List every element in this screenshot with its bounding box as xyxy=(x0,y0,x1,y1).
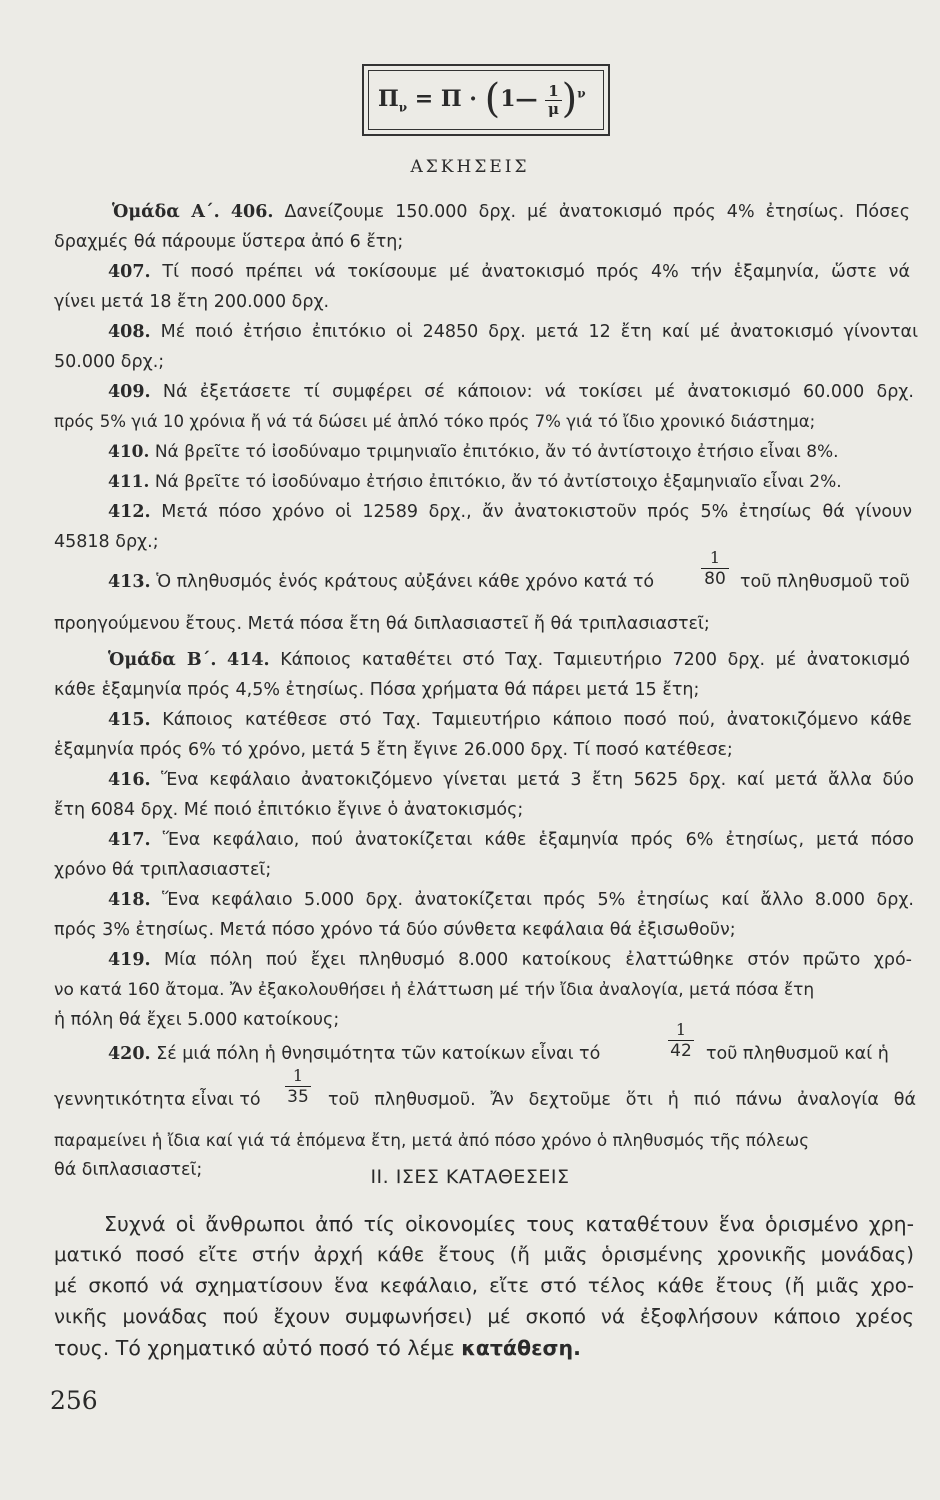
exercise-420-fraction-1: 1 42 xyxy=(668,1020,694,1061)
section-body-line-1: Συχνά οἱ ἄνθρωποι ἀπό τίς οἰκονομίες τους καταθέτουν ἕνα ὁρισμένο χρη- xyxy=(104,1212,914,1236)
exercise-418-line-2: πρός 3% ἐτησίως. Μετά πόσο χρόνο τά δύο σύνθετα κεφάλαια θά ἐξισωθοῦν; xyxy=(54,920,736,940)
exercise-407-line-2: γίνει μετά 18 ἔτη 200.000 δρχ. xyxy=(54,292,330,312)
exercise-415-line-1: 415. Κάποιος κατέθεσε στό Ταχ. Ταμιευτήριο κάποιο ποσό πού, ἀνατοκιζόμενο κάθε xyxy=(108,710,912,730)
exercise-414-line-2: κάθε ἑξαμηνία πρός 4,5% ἐτησίως. Πόσα χρήματα θά πάρει μετά 15 ἔτη; xyxy=(54,680,700,700)
formula-close-paren: ) xyxy=(561,76,578,122)
exercise-420-fraction-2: 1 35 xyxy=(285,1066,311,1107)
exercise-410-line-1: 410. Νά βρεῖτε τό ἰσοδύναμο τριμηνιαῖο ἐπιτόκιο, ἄν τό ἀντίστοιχο ἐτήσιο εἶναι 8%. xyxy=(108,442,839,462)
exercise-413-fraction: 1 80 xyxy=(701,548,729,589)
formula-lhs-sub: ν xyxy=(398,100,408,115)
exercise-419-line-2: νο κατά 160 ἄτομα. Ἄν ἐξακολουθήσει ἡ ἐλάττωση μέ τήν ἴδια ἀναλογία, μετά πόσα ἔτη xyxy=(54,980,815,1000)
exercise-409-line-1: 409. Νά ἐξετάσετε τί συμφέρει σέ κάποιον: νά τοκίσει μέ ἀνατοκισμό 60.000 δρχ. xyxy=(108,382,914,402)
exercises-heading: ΑΣΚΗΣΕΙΣ xyxy=(410,157,530,177)
section-body-line-5: τους. Τό χρηματικό αὐτό ποσό τό λέμε κατάθεση. xyxy=(54,1336,581,1360)
exercise-406-line-2: δραχμές θά πάρουμε ὕστερα ἀπό 6 ἔτη; xyxy=(54,232,404,252)
formula-exponent: ν xyxy=(577,86,586,101)
section-title: II. ΙΣΕΣ ΚΑΤΑΘΕΣΕΙΣ xyxy=(370,1166,570,1188)
exercise-419-line-3: ἡ πόλη θά ἔχει 5.000 κατοίκους; xyxy=(54,1010,340,1030)
formula-open-paren: ( xyxy=(484,76,501,122)
formula-fraction: $\frac{1}{\mu}$ xyxy=(545,83,561,118)
exercise-413-line-1a: 413. Ὁ πληθυσμός ἑνός κράτους αὐξάνει κάθε χρόνο κατά τό xyxy=(108,572,655,592)
exercise-414-line-1: Ὁμάδα Β΄. 414. Κάποιος καταθέτει στό Ταχ. Ταμιευτήριο 7200 δρχ. μέ ἀνατοκισμό xyxy=(108,650,910,670)
exercise-412-line-2: 45818 δρχ.; xyxy=(54,532,159,552)
exercise-416-line-1: 416. Ἕνα κεφάλαιο ἀνατοκιζόμενο γίνεται μετά 3 ἔτη 5625 δρχ. καί μετά ἄλλα δύο xyxy=(108,770,914,790)
exercise-413-line-1b: τοῦ πληθυσμοῦ τοῦ xyxy=(740,572,910,592)
exercise-408-line-1: 408. Μέ ποιό ἐτήσιο ἐπιτόκιο οἱ 24850 δρχ. μετά 12 ἔτη καί μέ ἀνατοκισμό γίνονται xyxy=(108,322,918,342)
formula-lhs: Π xyxy=(378,86,399,112)
exercise-417-line-2: χρόνο θά τριπλασιαστεῖ; xyxy=(54,860,272,880)
section-body-line-3: μέ σκοπό νά σχηματίσουν ἕνα κεφάλαιο, εἴτε στό τέλος κάθε ἔτους (ἤ μιᾶς χρο- xyxy=(54,1274,914,1297)
exercise-420-line-3: παραμείνει ἡ ἴδια καί γιά τά ἑπόμενα ἔτη, μετά ἀπό πόσο χρόνο ὁ πληθυσμός τῆς πόλεως xyxy=(54,1130,810,1150)
exercise-417-line-1: 417. Ἕνα κεφάλαιο, πού ἀνατοκίζεται κάθε ἑξαμηνία πρός 6% ἐτησίως, μετά πόσο xyxy=(108,830,914,850)
compound-formula xyxy=(378,76,586,122)
formula-one-minus: 1— xyxy=(500,86,538,112)
exercise-418-line-1: 418. Ἕνα κεφάλαιο 5.000 δρχ. ἀνατοκίζεται πρός 5% ἐτησίως καί ἄλλο 8.000 δρχ. xyxy=(108,890,914,910)
exercise-407-line-1: 407. Τί ποσό πρέπει νά τοκίσουμε μέ ἀνατοκισμό πρός 4% τήν ἑξαμηνία, ὥστε νά xyxy=(108,262,910,282)
exercise-420-line-1a: 420. Σέ μιά πόλη ἡ θνησιμότητα τῶν κατοίκων εἶναι τό xyxy=(108,1044,601,1064)
exercise-413-line-2: προηγούμενου ἔτους. Μετά πόσα ἔτη θά διπλασιαστεῖ ἤ θά τριπλασιαστεῖ; xyxy=(54,614,710,634)
exercise-420-line-4: θά διπλασιαστεῖ; xyxy=(54,1160,203,1180)
exercise-409-line-2: πρός 5% γιά 10 χρόνια ἤ νά τά δώσει μέ ἁπλό τόκο πρός 7% γιά τό ἴδιο χρονικό διάστημα; xyxy=(54,412,816,431)
exercise-420-line-2a: γεννητικότητα εἶναι τό xyxy=(54,1090,261,1110)
exercise-415-line-2: ἑξαμηνία πρός 6% τό χρόνο, μετά 5 ἔτη ἔγινε 26.000 δρχ. Τί ποσό κατέθεσε; xyxy=(54,740,733,760)
exercise-411-line-1: 411. Νά βρεῖτε τό ἰσοδύναμο ἐτήσιο ἐπιτόκιο, ἄν τό ἀντίστοιχο ἑξαμηνιαῖο εἶναι 2%. xyxy=(108,472,842,492)
exercise-412-line-1: 412. Μετά πόσο χρόνο οἱ 12589 δρχ., ἄν ἀνατοκιστοῦν πρός 5% ἐτησίως θά γίνουν xyxy=(108,502,912,522)
exercise-406-line-1: Ὁμάδα Α΄. 406. Δανείζουμε 150.000 δρχ. μέ ἀνατοκισμό πρός 4% ἐτησίως. Πόσες xyxy=(112,202,910,222)
term-katathesi: κατάθεση. xyxy=(461,1336,581,1360)
exercise-416-line-2: ἔτη 6084 δρχ. Μέ ποιό ἐπιτόκιο ἔγινε ὁ ἀνατοκισμός; xyxy=(54,800,524,820)
exercise-419-line-1: 419. Μία πόλη πού ἔχει πληθυσμό 8.000 κατοίκους ἐλαττώθηκε στόν πρῶτο χρό- xyxy=(108,950,912,970)
section-body-line-2: ματικό ποσό εἴτε στήν ἀρχή κάθε ἔτους (ἤ μιᾶς ὁρισμένης χρονικῆς μονάδας) xyxy=(54,1243,914,1266)
exercise-420-line-2b: τοῦ πληθυσμοῦ. Ἄν δεχτοῦμε ὅτι ἡ πιό πάνω ἀναλογία θά xyxy=(328,1090,916,1110)
section-body-line-4: νικῆς μονάδας πού ἔχουν συμφωνήσει) μέ σκοπό νά ἐξοφλήσουν κάποιο χρέος xyxy=(54,1305,914,1328)
page-number: 256 xyxy=(50,1386,98,1415)
formula-rhs: = Π · xyxy=(407,86,485,112)
exercise-420-line-1b: τοῦ πληθυσμοῦ καί ἡ xyxy=(706,1044,889,1064)
formula-box xyxy=(362,64,610,136)
exercise-408-line-2: 50.000 δρχ.; xyxy=(54,352,165,372)
